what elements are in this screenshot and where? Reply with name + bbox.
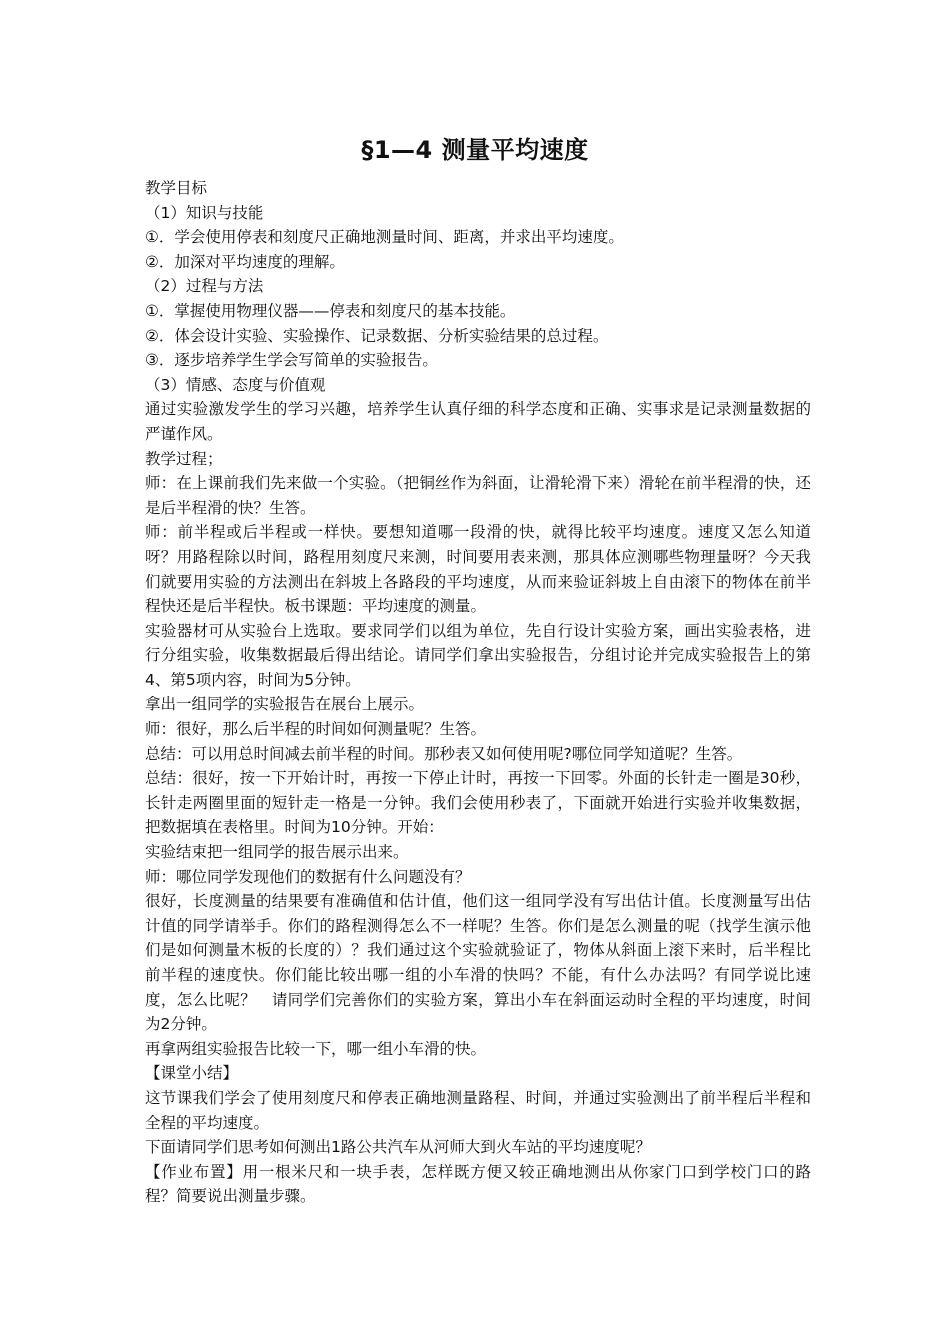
paragraph-item: ②．加深对平均速度的理解。: [145, 252, 345, 271]
paragraph-item: ①．学会使用停表和刻度尺正确地测量时间、距离，并求出平均速度。: [145, 228, 624, 247]
document-body: [145, 176, 811, 1209]
paragraph-process-methods: （2）过程与方法: [145, 277, 264, 296]
paragraph-text: 再拿两组实验报告比较一下，哪一组小车滑的快。: [145, 1039, 487, 1058]
paragraph-item: ②．体会设计实验、实验操作、记录数据、分析实验结果的总过程。: [145, 326, 609, 345]
paragraph-text: 通过实验激发学生的学习兴趣，培养学生认真仔细的科学态度和正确、实事求是记录测量数据的严谨作风。: [145, 400, 811, 443]
paragraph-emotion-values: （3）情感、态度与价值观: [145, 375, 326, 394]
paragraph-summary-heading: 【课堂小结】: [145, 1064, 239, 1083]
paragraph-text: 师：很好，那么后半程的时间如何测量呢？生答。: [145, 720, 487, 739]
paragraph-teaching-process: 教学过程；: [145, 449, 223, 468]
paragraph-text: 师：哪位同学发现他们的数据有什么问题没有？: [145, 867, 471, 886]
paragraph-text: 师：前半程或后半程或一样快。要想知道哪一段滑的快，就得比较平均速度。速度又怎么知道呀？用路程除以时间，路程用刻度尺来测，时间要用表来测，那具体应测哪些物理量呀？今天我们就要用实验的方法测出在斜坡上各路段的平均速度，从而来验证斜坡上自由滚下的物体在前半程快还是后半程快。板书课题：平均速度的测量。: [145, 523, 811, 616]
paragraph-text: 实验器材可从实验台上选取。要求同学们以组为单位，先自行设计实验方案，画出实验表格，进行分组实验，收集数据最后得出结论。请同学们拿出实验报告，分组讨论并完成实验报告上的第4、第5项内容，时间为5分钟。: [145, 621, 811, 689]
paragraph-homework: 【作业布置】用一根米尺和一块手表，怎样既方便又较正确地测出从你家门口到学校门口的路程？简要说出测量步骤。: [145, 1162, 811, 1206]
paragraph-item: ①．掌握使用物理仪器——停表和刻度尺的基本技能。: [145, 301, 516, 320]
paragraph-text: 师：在上课前我们先来做一个实验。（把铜丝作为斜面，让滑轮滑下来）滑轮在前半程滑的快，还是后半程滑的快？生答。: [145, 474, 811, 517]
paragraph-text: 总结：可以用总时间减去前半程的时间。那秒表又如何使用呢?哪位同学知道呢？生答。: [145, 744, 743, 763]
paragraph-text: 总结：很好，按一下开始计时，再按一下停止计时，再按一下回零。外面的长针走一圈是30秒，长针走两圈里面的短针走一格是一分钟。我们会使用秒表了，下面就开始进行实验并收集数据，把数据填在表格里。时间为10分钟。开始：: [145, 769, 811, 837]
paragraph-teaching-goals: 教学目标: [145, 179, 208, 197]
paragraph-text: 实验结束把一组同学的报告展示出来。: [145, 843, 409, 862]
paragraph-text: 下面请同学们思考如何测出1路公共汽车从河师大到火车站的平均速度呢？: [145, 1138, 651, 1157]
paragraph-text: 很好，长度测量的结果要有准确值和估计值，他们这一组同学没有写出估计值。长度测量写出估计值的同学请举手。你们的路程测得怎么不一样呢？生答。你们是怎么测量的呢（找学生演示他们是如何测量木板的长度的）？我们通过这个实验就验证了，物体从斜面上滚下来时，后半程比前半程的速度快。你们能比较出哪一组的小车滑的快吗？不能，有什么办法吗？有同学说比速度，怎么比呢？ 请同学们完善你们的实验方案，算出小车在斜面运动时全程的平均速度，时间为2分钟。: [145, 892, 811, 1034]
paragraph-text: 这节课我们学会了使用刻度尺和停表正确地测量路程、时间，并通过实验测出了前半程后半程和全程的平均速度。: [145, 1088, 811, 1132]
document-title: §1—4 测量平均速度: [361, 136, 589, 164]
paragraph-text: 拿出一组同学的实验报告在展台上展示。: [145, 695, 425, 714]
paragraph-item: ③．逐步培养学生学会写简单的实验报告。: [145, 351, 438, 370]
paragraph-knowledge-skills: （1）知识与技能: [145, 203, 264, 222]
